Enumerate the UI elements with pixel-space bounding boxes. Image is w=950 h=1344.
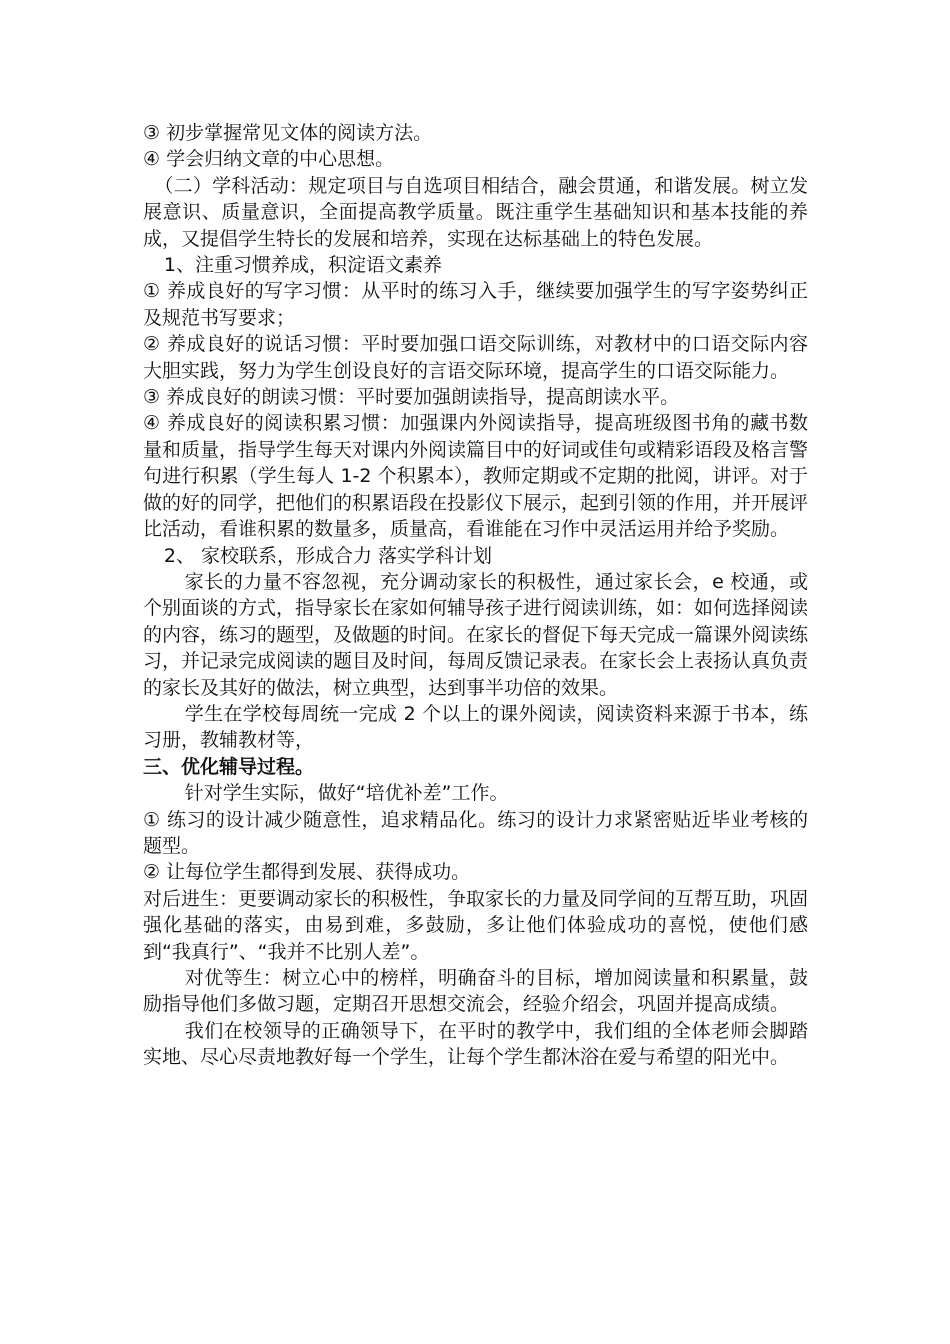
paragraph-main-idea: ④ 学会归纳文章的中心思想。 <box>143 148 395 171</box>
paragraph-every-student: ② 让每位学生都得到发展、获得成功。 <box>143 861 471 884</box>
paragraph-struggling-students: 对后进生：更要调动家长的积极性，争取家长的力量及同学间的互帮互助，巩固强化基础的落实，由易到难，多鼓励，多让他们体验成功的喜悦，使他们感到“我真行”、“我并不比别人差”。 <box>143 887 809 963</box>
paragraph-speaking-habit: ② 养成良好的说话习惯：平时要加强口语交际训练，对教材中的口语交际内容大胆实践，努力为学生创设良好的言语交际环境，提高学生的口语交际能力。 <box>143 333 808 382</box>
paragraph-writing-habit: ① 养成良好的写字习惯：从平时的练习入手，继续要加强学生的写字姿势纠正及规范书写要求； <box>143 280 808 329</box>
subheading-home-school: 2、 家校联系，形成合力 落实学科计划 <box>163 544 493 567</box>
paragraph-conclusion: 我们在校领导的正确领导下，在平时的教学中，我们组的全体老师会脚踏实地、尽心尽责地教好每一个学生，让每个学生都沐浴在爱与希望的阳光中。 <box>143 1019 808 1069</box>
subheading-habits: 1、注重习惯养成，积淀语文素养 <box>163 254 442 277</box>
paragraph-parents: 家长的力量不容忽视，充分调动家长的积极性，通过家长会，e 校通，或个别面谈的方式，指导家长在家如何辅导孩子进行阅读训练，如：如何选择阅读的内容，练习的题型，及做题的时间。在家长的督促下每天完成一篇课外阅读练习，并记录完成阅读的题目及时间，每周反馈记录表。在家长会上表扬认真负责的家长及其好的做法，树立典型，达到事半功倍的效果。 <box>143 570 809 699</box>
section-heading-tutoring: 三、优化辅导过程。 <box>143 755 315 778</box>
paragraph-reading-methods: ③ 初步掌握常见文体的阅读方法。 <box>143 122 433 144</box>
paragraph-top-students: 对优等生：树立心中的榜样，明确奋斗的目标，增加阅读量和积累量，鼓励指导他们多做习题，定期召开思想交流会，经验介绍会，巩固并提高成绩。 <box>143 967 808 1016</box>
paragraph-subject-activities: （二）学科活动：规定项目与自选项目相结合，融会贯通，和谐发展。树立发展意识、质量意识，全面提高教学质量。既注重学生基础知识和基本技能的养成，又提倡学生特长的发展和培养，实现在达标基础上的特色发展。 <box>143 174 808 250</box>
paragraph-tutoring-intro: 针对学生实际，做好“培优补差”工作。 <box>184 782 509 805</box>
paragraph-reading-aloud-habit: ③ 养成良好的朗读习惯：平时要加强朗读指导，提高朗读水平。 <box>143 386 680 409</box>
document-body <box>143 120 808 1071</box>
paragraph-exercise-design: ① 练习的设计减少随意性，追求精品化。练习的设计力求紧密贴近毕业考核的题型。 <box>143 808 808 857</box>
paragraph-weekly-reading: 学生在学校每周统一完成 2 个以上的课外阅读，阅读资料来源于书本，练习册，教辅教材等， <box>143 702 808 752</box>
paragraph-accumulation-habit: ④ 养成良好的阅读积累习惯：加强课内外阅读指导，提高班级图书角的藏书数量和质量，指导学生每天对课内外阅读篇目中的好词或佳句或精彩语段及格言警句进行积累（学生每人 1-2 个积累本），教师定期或不定期的批阅，讲评。对于做的好的同学，把他们的积累语段在投影仪下展示，起到引领的作用，并开展评比活动，看谁积累的数量多，质量高，看谁能在习作中灵活运用并给予奖励。 <box>143 412 809 541</box>
